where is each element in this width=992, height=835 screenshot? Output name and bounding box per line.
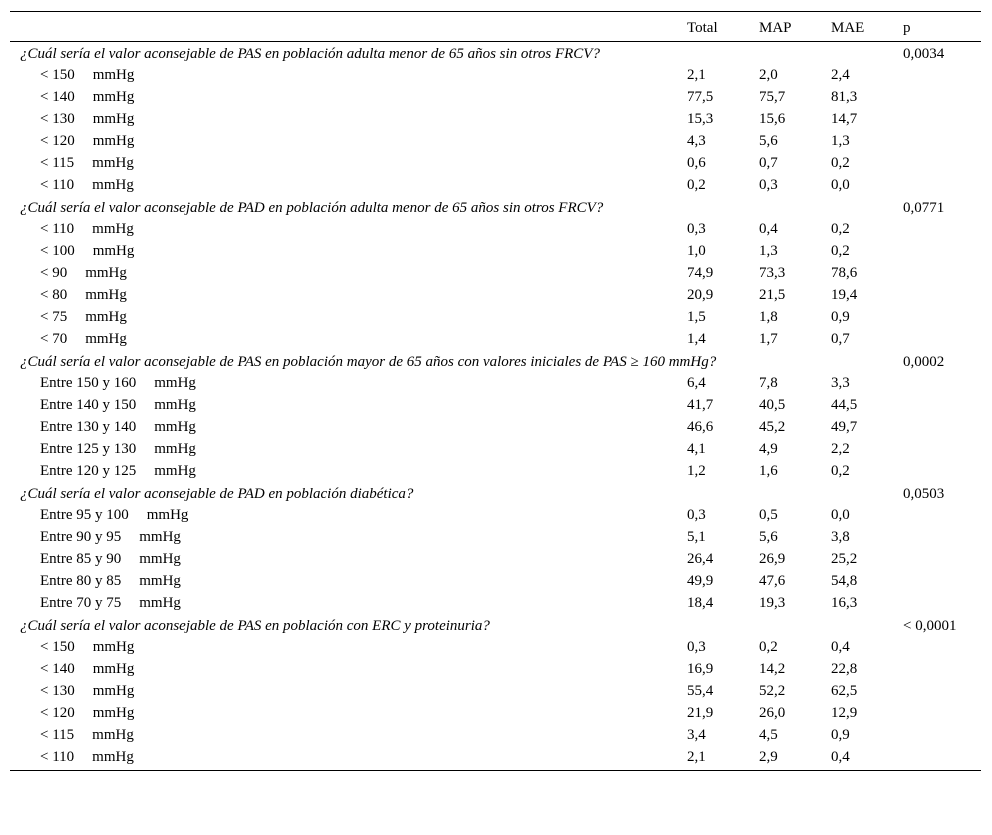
p-empty-cell [893,746,981,771]
p-empty-cell [893,636,981,658]
map-value: 0,5 [759,507,778,523]
option-label: < 140 [40,89,75,105]
option-label-cell [10,64,677,86]
table-row [10,86,981,108]
total-value: 0,3 [687,221,706,237]
mae-value: 54,8 [831,573,858,589]
option-label: < 70 [40,331,68,347]
option-unit: mmHg [139,573,181,589]
option-label: Entre 140 y 150 [40,397,137,413]
option-unit: mmHg [154,441,196,457]
option-unit: mmHg [85,331,127,347]
option-label: Entre 85 y 90 [40,551,122,567]
option-unit: mmHg [85,309,127,325]
option-unit: mmHg [139,595,181,611]
total-value: 2,1 [677,746,749,771]
header-mae: MAE [821,12,893,42]
table-row [10,724,981,746]
p-empty-cell [893,702,981,724]
table-header-row [10,12,981,42]
table-row [10,64,981,86]
option-label-cell [10,746,677,771]
mae-value: 0,9 [831,727,850,743]
p-empty-cell [893,108,981,130]
p-empty-cell [893,218,981,240]
p-empty-cell [893,724,981,746]
header-total: Total [677,12,749,42]
option-label: < 150 [40,639,75,655]
question-row [10,42,981,65]
option-label: < 150 [40,67,75,83]
table-row [10,130,981,152]
option-label-cell [10,460,677,482]
question-text: ¿Cuál sería el valor aconsejable de PAS en población adulta menor de 65 años sin otros FRCV? [20,46,600,62]
option-label-cell [10,570,677,592]
mae-value: 22,8 [831,661,858,677]
table-row [10,416,981,438]
mae-value: 2,4 [831,67,850,83]
table-row [10,394,981,416]
p-empty-cell [893,130,981,152]
question-row [10,482,981,504]
mae-value: 25,2 [831,551,858,567]
map-value: 1,7 [759,331,778,347]
mae-value: 0,0 [831,507,850,523]
p-empty-cell [893,240,981,262]
option-unit: mmHg [92,639,135,655]
map-value: 15,6 [759,111,786,127]
option-label-cell [10,108,677,130]
p-empty-cell [893,680,981,702]
table-row [10,680,981,702]
option-unit: mmHg [139,529,181,545]
total-value: 0,3 [687,507,706,523]
total-value: 21,9 [687,705,714,721]
option-label: Entre 150 y 160 [40,375,137,391]
mae-value: 0,4 [821,746,893,771]
p-empty-cell [893,306,981,328]
mae-value: 3,8 [831,529,850,545]
option-label-cell [10,592,677,614]
option-unit: mmHg [92,177,134,193]
table-row [10,526,981,548]
question-row [10,350,981,372]
option-label-cell [10,218,677,240]
mae-value: 81,3 [831,89,858,105]
table-row [10,636,981,658]
p-value: 0,0034 [903,46,945,62]
option-unit: mmHg [92,67,135,83]
results-table-container [10,11,981,771]
mae-value: 0,2 [831,463,850,479]
option-label: < 115 [40,727,75,743]
map-value: 5,6 [759,133,778,149]
option-unit: mmHg [92,221,134,237]
option-label: < 100 [40,243,75,259]
option-unit: mmHg [92,749,134,765]
p-value: 0,0002 [903,354,945,370]
question-row [10,196,981,218]
mae-value: 44,5 [831,397,858,413]
map-value: 0,2 [759,639,778,655]
option-label-cell [10,152,677,174]
p-empty-cell [893,526,981,548]
option-unit: mmHg [85,265,127,281]
option-label: < 130 [40,683,75,699]
option-unit: mmHg [154,419,196,435]
p-empty-cell [893,152,981,174]
table-row [10,504,981,526]
option-label: < 75 [40,309,68,325]
total-value: 1,4 [687,331,706,347]
map-value: 21,5 [759,287,786,303]
total-value: 4,1 [687,441,706,457]
total-value: 20,9 [687,287,714,303]
p-empty-cell [893,592,981,614]
mae-value: 19,4 [831,287,858,303]
option-label-cell [10,328,677,350]
p-empty-cell [893,262,981,284]
option-label-cell [10,724,677,746]
map-value: 40,5 [759,397,786,413]
option-label: < 120 [40,133,75,149]
option-label-cell [10,86,677,108]
p-empty-cell [893,174,981,196]
option-unit: mmHg [154,397,196,413]
map-value: 19,3 [759,595,786,611]
map-value: 1,3 [759,243,778,259]
table-row [10,328,981,350]
p-value: 0,0771 [903,200,945,216]
option-unit: mmHg [92,133,135,149]
total-value: 18,4 [687,595,714,611]
option-label: < 130 [40,111,75,127]
table-row [10,218,981,240]
p-empty-cell [893,438,981,460]
map-value: 2,9 [749,746,821,771]
option-label: Entre 70 y 75 [40,595,122,611]
total-value: 15,3 [687,111,714,127]
option-unit: mmHg [92,243,135,259]
p-empty-cell [893,504,981,526]
option-label-cell [10,416,677,438]
option-unit: mmHg [92,111,135,127]
p-empty-cell [893,548,981,570]
option-label: < 115 [40,155,75,171]
total-value: 46,6 [687,419,714,435]
map-value: 4,5 [759,727,778,743]
table-row [10,438,981,460]
map-value: 26,9 [759,551,786,567]
mae-value: 0,9 [831,309,850,325]
option-label-cell [10,438,677,460]
option-label: Entre 120 y 125 [40,463,137,479]
mae-value: 0,2 [831,155,850,171]
map-value: 0,7 [759,155,778,171]
p-empty-cell [893,658,981,680]
option-label: < 110 [40,221,75,237]
question-text: ¿Cuál sería el valor aconsejable de PAS en población mayor de 65 años con valores iniciales de PAS ≥ 160 mmHg? [20,354,717,370]
option-label: < 140 [40,661,75,677]
total-value: 1,0 [687,243,706,259]
mae-value: 12,9 [831,705,858,721]
option-label: < 120 [40,705,75,721]
map-value: 5,6 [759,529,778,545]
mae-value: 0,2 [831,243,850,259]
option-label-cell [10,504,677,526]
p-empty-cell [893,416,981,438]
total-value: 3,4 [687,727,706,743]
question-text: ¿Cuál sería el valor aconsejable de PAD en población adulta menor de 65 años sin otros FRCV? [20,200,604,216]
mae-value: 62,5 [831,683,858,699]
total-value: 26,4 [687,551,714,567]
option-label-cell [10,372,677,394]
option-label-cell [10,526,677,548]
table-row [10,570,981,592]
table-row [10,240,981,262]
table-body [10,42,981,771]
total-value: 2,1 [687,67,706,83]
total-value: 74,9 [687,265,714,281]
total-value: 1,5 [687,309,706,325]
mae-value: 0,7 [831,331,850,347]
map-value: 2,0 [759,67,778,83]
table-row [10,284,981,306]
option-label-cell [10,636,677,658]
total-value: 5,1 [687,529,706,545]
total-value: 16,9 [687,661,714,677]
option-unit: mmHg [154,463,196,479]
mae-value: 2,2 [831,441,850,457]
option-label: < 80 [40,287,68,303]
p-empty-cell [893,284,981,306]
total-value: 0,6 [687,155,706,171]
map-value: 1,8 [759,309,778,325]
p-empty-cell [893,86,981,108]
option-unit: mmHg [85,287,127,303]
total-value: 1,2 [687,463,706,479]
question-text: ¿Cuál sería el valor aconsejable de PAS en población con ERC y proteinuria? [20,618,490,634]
mae-value: 0,2 [831,221,850,237]
option-label-cell [10,702,677,724]
table-row [10,548,981,570]
total-value: 0,2 [687,177,706,193]
option-unit: mmHg [92,661,135,677]
table-row [10,262,981,284]
map-value: 0,3 [759,177,778,193]
option-label: < 110 [40,177,75,193]
table-row [10,746,981,771]
map-value: 45,2 [759,419,786,435]
mae-value: 0,4 [831,639,850,655]
p-empty-cell [893,460,981,482]
table-row [10,460,981,482]
header-p: p [893,12,981,42]
total-value: 55,4 [687,683,714,699]
table-row [10,592,981,614]
map-value: 7,8 [759,375,778,391]
question-row [10,614,981,636]
map-value: 0,4 [759,221,778,237]
option-label-cell [10,240,677,262]
header-label [10,12,677,42]
option-label-cell [10,284,677,306]
option-label-cell [10,548,677,570]
option-unit: mmHg [92,683,135,699]
mae-value: 1,3 [831,133,850,149]
p-empty-cell [893,64,981,86]
total-value: 0,3 [687,639,706,655]
results-table [10,11,981,771]
option-unit: mmHg [92,727,134,743]
total-value: 49,9 [687,573,714,589]
table-row [10,174,981,196]
map-value: 73,3 [759,265,786,281]
option-label-cell [10,174,677,196]
p-empty-cell [893,328,981,350]
map-value: 47,6 [759,573,786,589]
total-value: 4,3 [687,133,706,149]
map-value: 1,6 [759,463,778,479]
p-empty-cell [893,570,981,592]
map-value: 75,7 [759,89,786,105]
p-empty-cell [893,394,981,416]
map-value: 4,9 [759,441,778,457]
table-row [10,658,981,680]
option-label: Entre 125 y 130 [40,441,137,457]
option-unit: mmHg [92,89,135,105]
p-value: 0,0503 [903,486,945,502]
option-label: < 90 [40,265,68,281]
option-label-cell [10,130,677,152]
option-label: Entre 80 y 85 [40,573,122,589]
p-value: < 0,0001 [903,618,957,634]
table-row [10,108,981,130]
option-label-cell [10,306,677,328]
table-row [10,372,981,394]
total-value: 77,5 [687,89,714,105]
header-map: MAP [749,12,821,42]
table-row [10,306,981,328]
option-unit: mmHg [92,705,135,721]
mae-value: 16,3 [831,595,858,611]
mae-value: 49,7 [831,419,858,435]
option-label: < 110 [40,749,75,765]
mae-value: 14,7 [831,111,858,127]
option-label: Entre 95 y 100 [40,507,129,523]
mae-value: 3,3 [831,375,850,391]
option-unit: mmHg [92,155,134,171]
option-label-cell [10,394,677,416]
question-text: ¿Cuál sería el valor aconsejable de PAD en población diabética? [20,486,414,502]
option-unit: mmHg [146,507,189,523]
table-row [10,152,981,174]
option-label: Entre 90 y 95 [40,529,122,545]
table-row [10,702,981,724]
option-label-cell [10,680,677,702]
p-empty-cell [893,372,981,394]
mae-value: 78,6 [831,265,858,281]
option-label-cell [10,658,677,680]
option-label: Entre 130 y 140 [40,419,137,435]
total-value: 41,7 [687,397,714,413]
map-value: 26,0 [759,705,786,721]
map-value: 52,2 [759,683,786,699]
option-unit: mmHg [154,375,196,391]
map-value: 14,2 [759,661,786,677]
mae-value: 0,0 [831,177,850,193]
total-value: 6,4 [687,375,706,391]
option-label-cell [10,262,677,284]
option-unit: mmHg [139,551,181,567]
